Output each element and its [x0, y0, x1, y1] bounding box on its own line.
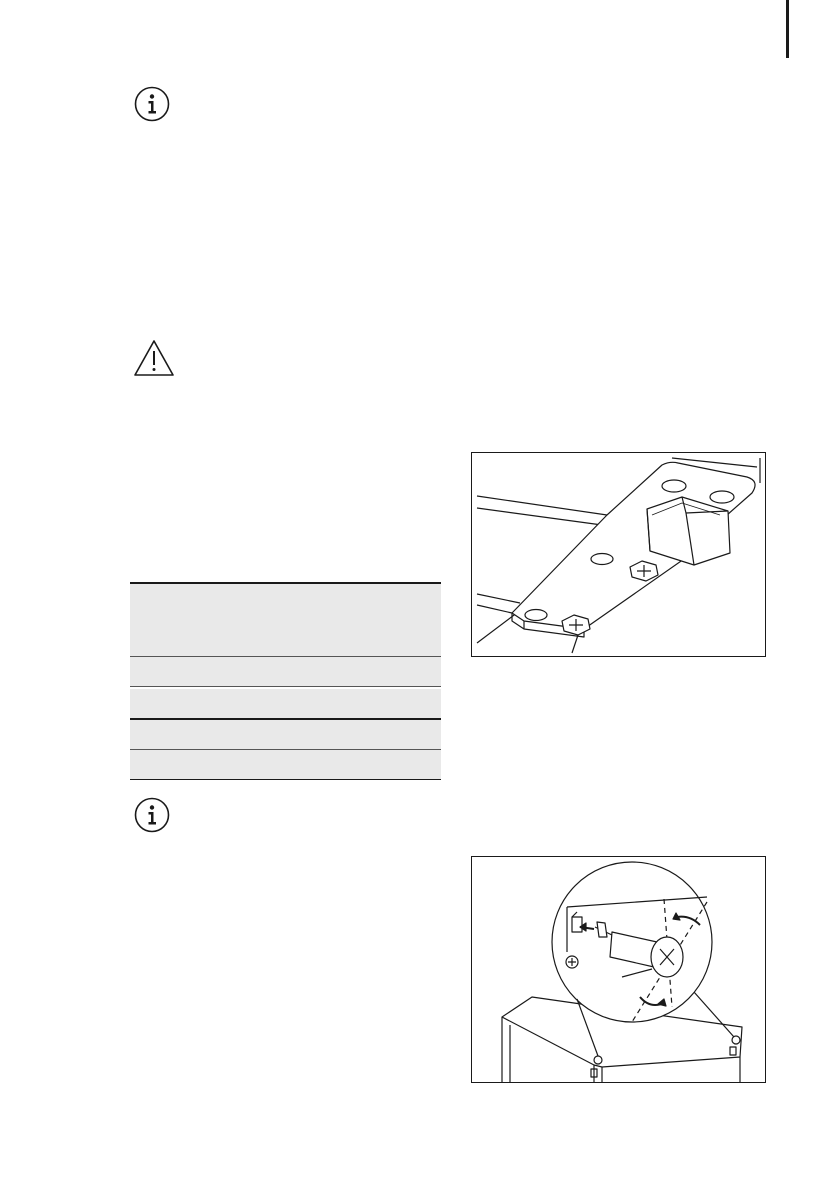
- specification-table: [130, 582, 441, 780]
- table-row: [130, 657, 441, 687]
- info-icon: [134, 86, 170, 122]
- table-row: [130, 750, 441, 780]
- cabinet-screw-illustration: [471, 856, 766, 1083]
- info-icon: [134, 797, 170, 833]
- warning-triangle-icon: [133, 339, 175, 377]
- hinge-bracket-illustration: [471, 452, 766, 657]
- page-corner-mark: [786, 0, 789, 58]
- table-row: [130, 720, 441, 750]
- table-row: [130, 689, 441, 720]
- table-header: [130, 582, 441, 657]
